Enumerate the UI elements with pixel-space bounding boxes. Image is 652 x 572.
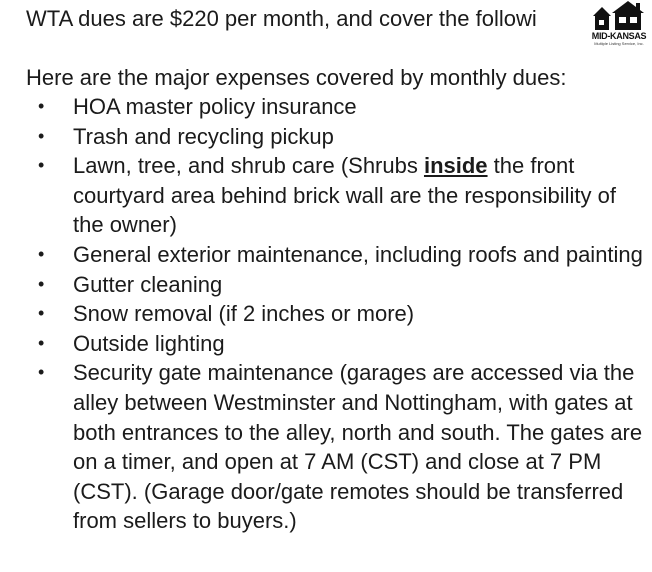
list-item bbox=[0, 358, 652, 536]
mls-watermark-logo bbox=[588, 0, 650, 50]
list-item-text: General exterior maintenance, including roofs and painting bbox=[73, 241, 643, 267]
list-item bbox=[0, 329, 652, 359]
mls-logo-name: MID-KANSAS bbox=[591, 31, 647, 41]
list-item bbox=[0, 122, 652, 152]
houses-icon bbox=[590, 0, 648, 32]
bullet-icon: • bbox=[38, 273, 45, 294]
bullet-icon: • bbox=[38, 96, 45, 116]
list-item-text-end: the front courtyard area behind brick wall are the responsibility of the owner) bbox=[73, 153, 616, 238]
bullet-icon: • bbox=[38, 303, 45, 324]
list-item bbox=[0, 240, 652, 270]
list-item-text: Trash and recycling pickup bbox=[73, 123, 334, 149]
bullet-icon: • bbox=[38, 125, 45, 146]
list-item-text: Security gate maintenance (garages are accessed via the alley between Westminster and Nottingham, with gates at both entrances to the alley, north and south. The gates are on a timer, and open at 7 AM (CST) and close at 7 PM (CST). (Garage door/gate remotes should be transferred from sellers to buyers.) bbox=[73, 360, 643, 534]
bullet-icon: • bbox=[38, 155, 45, 176]
list-item bbox=[0, 270, 652, 300]
list-item bbox=[0, 299, 652, 329]
bullet-icon: • bbox=[38, 243, 45, 264]
dues-intro-text: WTA dues are $220 per month, and cover the followi bbox=[26, 6, 537, 31]
bullet-icon: • bbox=[38, 332, 45, 353]
list-item bbox=[0, 92, 652, 122]
list-item bbox=[0, 151, 652, 240]
mls-logo-subtitle: Multiple Listing Service, Inc. bbox=[594, 41, 644, 46]
bullet-icon: • bbox=[38, 362, 45, 383]
list-item-text: HOA master policy insurance bbox=[73, 94, 357, 119]
emphasis-inside: inside bbox=[423, 153, 488, 179]
list-item-text: Gutter cleaning bbox=[73, 271, 223, 297]
list-item-text: Snow removal (if 2 inches or more) bbox=[73, 301, 415, 327]
expenses-list bbox=[0, 92, 652, 536]
expenses-heading: Here are the major expenses covered by monthly dues: bbox=[26, 65, 567, 90]
list-item-text: Outside lighting bbox=[73, 330, 225, 356]
list-item-text-start: Lawn, tree, and shrub care (Shrubs bbox=[73, 153, 424, 179]
